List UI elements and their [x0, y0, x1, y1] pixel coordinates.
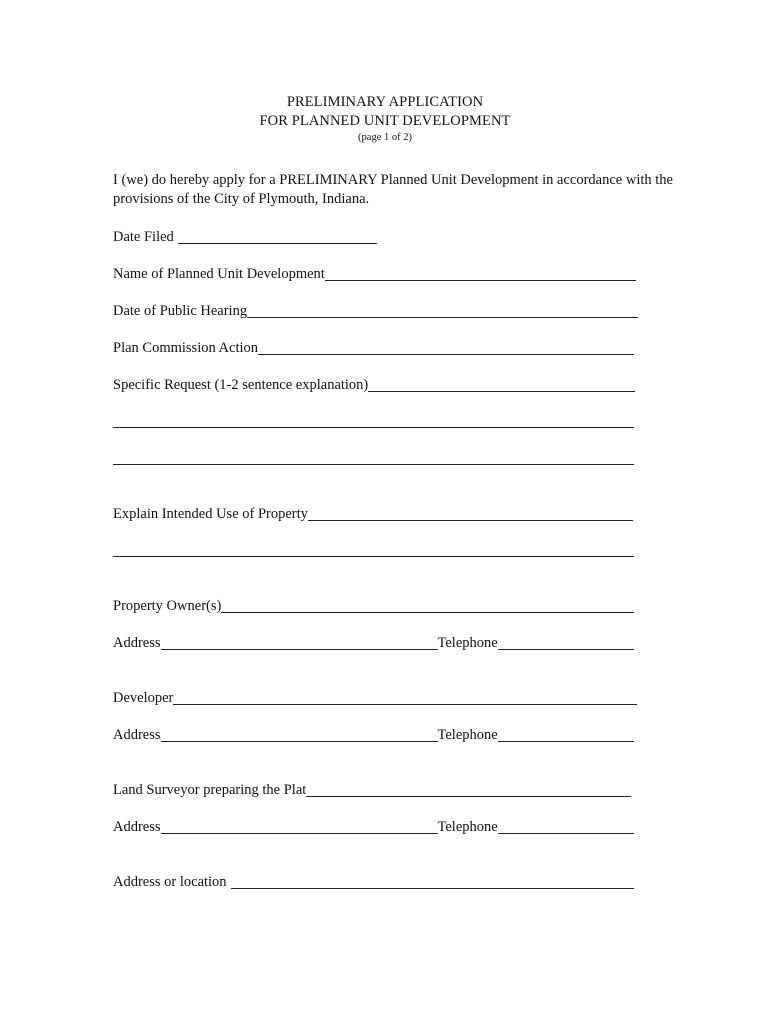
property-owner-row [113, 595, 634, 615]
specific-request-line-2[interactable] [113, 427, 634, 428]
form-title-line-1: PRELIMINARY APPLICATION [286, 94, 484, 110]
owner-address-row [113, 632, 634, 652]
specific-request-line-3[interactable] [113, 464, 634, 465]
specific-request-blank[interactable] [368, 375, 635, 392]
developer-address-blank[interactable] [161, 725, 438, 742]
owner-telephone-blank[interactable] [498, 633, 634, 650]
pud-name-row [113, 263, 636, 283]
land-surveyor-blank[interactable] [306, 780, 631, 797]
address-location-row [113, 871, 634, 891]
date-filed-blank[interactable] [178, 227, 377, 244]
surveyor-address-blank[interactable] [161, 817, 438, 834]
public-hearing-blank[interactable] [247, 301, 638, 318]
owner-telephone-label: Telephone [437, 635, 498, 651]
public-hearing-label: Date of Public Hearing [113, 303, 248, 319]
intended-use-label: Explain Intended Use of Property [113, 506, 308, 522]
intended-use-blank[interactable] [308, 504, 633, 521]
developer-telephone-label: Telephone [437, 727, 498, 743]
developer-row [113, 687, 637, 707]
developer-label: Developer [113, 690, 174, 706]
intro-paragraph: I (we) do hereby apply for a PRELIMINARY Planned Unit Development in accordance with the provisions of the City of Plymouth, Indiana. [113, 172, 673, 207]
form-title-line-2: FOR PLANNED UNIT DEVELOPMENT [259, 113, 511, 129]
date-filed-row [113, 226, 377, 246]
owner-address-blank[interactable] [161, 633, 438, 650]
developer-address-label: Address [113, 727, 161, 743]
plan-commission-blank[interactable] [258, 338, 634, 355]
intended-use-row [113, 503, 633, 523]
owner-address-label: Address [113, 635, 161, 651]
address-location-label: Address or location [113, 874, 227, 890]
date-filed-label: Date Filed [113, 229, 174, 245]
surveyor-address-row [113, 816, 634, 836]
surveyor-telephone-blank[interactable] [498, 817, 634, 834]
pud-name-blank[interactable] [325, 264, 636, 281]
property-owner-blank[interactable] [221, 596, 634, 613]
property-owner-label: Property Owner(s) [113, 598, 222, 614]
developer-blank[interactable] [173, 688, 637, 705]
plan-commission-row [113, 337, 634, 357]
surveyor-telephone-label: Telephone [437, 819, 498, 835]
pud-name-label: Name of Planned Unit Development [113, 266, 325, 282]
page-indicator: (page 1 of 2) [358, 132, 412, 143]
plan-commission-label: Plan Commission Action [113, 340, 259, 356]
address-location-blank[interactable] [231, 872, 634, 889]
developer-telephone-blank[interactable] [498, 725, 634, 742]
intended-use-line-2[interactable] [113, 556, 634, 557]
land-surveyor-label: Land Surveyor preparing the Plat [113, 782, 307, 798]
land-surveyor-row [113, 779, 631, 799]
specific-request-label: Specific Request (1-2 sentence explanation) [113, 377, 369, 393]
public-hearing-row [113, 300, 638, 320]
surveyor-address-label: Address [113, 819, 161, 835]
specific-request-row [113, 374, 635, 394]
developer-address-row [113, 724, 634, 744]
